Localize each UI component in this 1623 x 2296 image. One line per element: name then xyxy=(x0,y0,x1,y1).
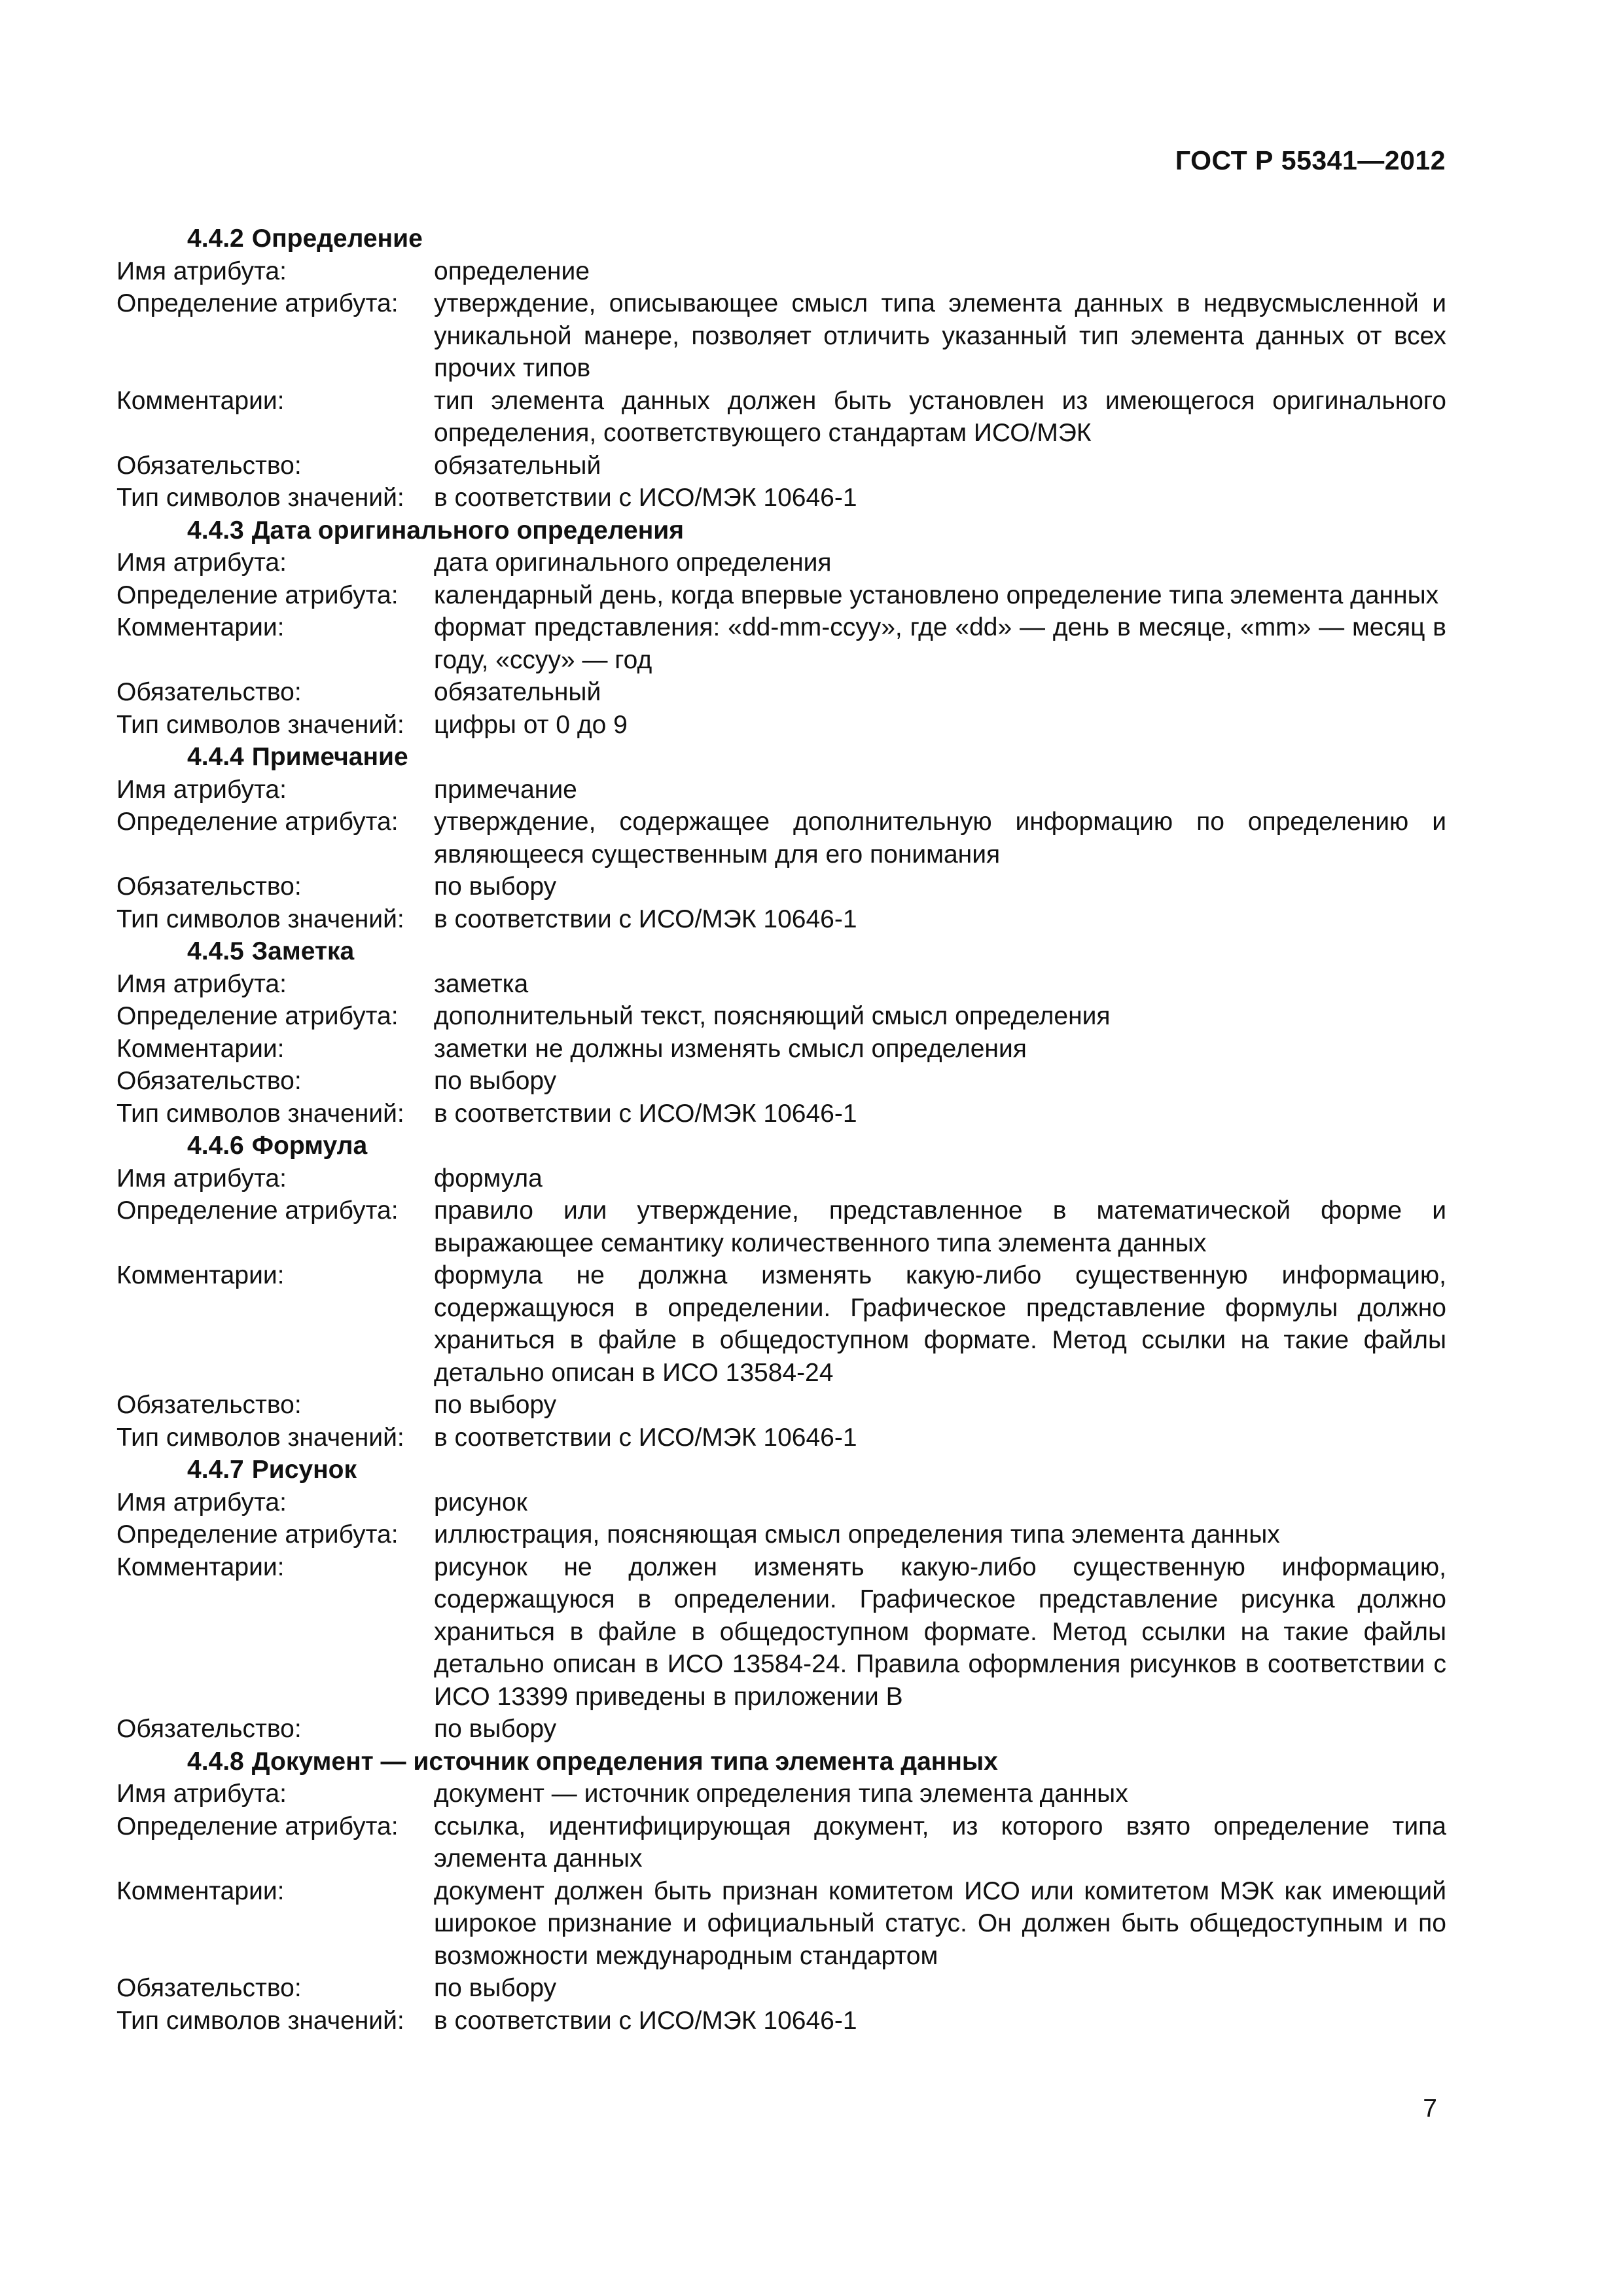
section-title-text: Формула xyxy=(251,1132,368,1160)
attribute-row xyxy=(116,774,1446,806)
attribute-value: формула xyxy=(434,1164,543,1193)
section-title-text: Заметка xyxy=(251,937,355,965)
document-header: ГОСТ Р 55341—2012 xyxy=(1175,145,1446,175)
section-title xyxy=(116,741,1446,774)
attribute-label: Определение атрибута: xyxy=(116,808,399,836)
attribute-value: документ должен быть признан комитетом ИСО или комитетом МЭК как имеющий широкое признание и официальный статус. Он должен быть общедоступным и по возможности международным стандартом xyxy=(434,1876,1446,1970)
attribute-label: Комментарии: xyxy=(116,1261,285,1289)
document-body xyxy=(116,223,1446,2037)
attribute-row xyxy=(116,1000,1446,1033)
attribute-row xyxy=(116,968,1446,1001)
attribute-row xyxy=(116,1551,1446,1713)
attribute-label: Обязательство: xyxy=(116,1715,302,1743)
attribute-value: в соответствии с ИСО/МЭК 10646-1 xyxy=(434,905,857,933)
section-4-4-2 xyxy=(116,223,1446,514)
attribute-label: Комментарии: xyxy=(116,386,285,415)
attribute-value: дополнительный текст, поясняющий смысл определения xyxy=(434,1002,1111,1030)
attribute-row xyxy=(116,579,1446,612)
attribute-label: Обязательство: xyxy=(116,1974,302,2002)
attribute-value: утверждение, содержащее дополнительную информацию по определению и являющееся существенным для его понимания xyxy=(434,808,1446,869)
attribute-value: рисунок не должен изменять какую-либо существенную информацию, содержащуюся в определении. Графическое представление рисунка должно храниться в файле в общедоступном формате. Метод ссылки на такие файлы детально описан в ИСО 13584-24. Правила оформления рисунков в соответствии с ИСО 13399 приведены в приложении В xyxy=(434,1552,1446,1711)
attribute-row xyxy=(116,1065,1446,1098)
attribute-value: по выбору xyxy=(434,1974,557,2002)
attribute-label: Имя атрибута: xyxy=(116,1488,287,1516)
attribute-row xyxy=(116,1713,1446,1746)
attribute-row xyxy=(116,1259,1446,1389)
attribute-label: Тип символов значений: xyxy=(116,2006,404,2035)
attribute-value: в соответствии с ИСО/МЭК 10646-1 xyxy=(434,1423,857,1452)
section-4-4-7 xyxy=(116,1454,1446,1746)
section-title xyxy=(116,223,1446,255)
section-number: 4.4.4 xyxy=(187,743,244,771)
attribute-row xyxy=(116,676,1446,709)
attribute-label: Имя атрибута: xyxy=(116,775,287,804)
attribute-row xyxy=(116,903,1446,936)
attribute-value: по выбору xyxy=(434,1391,557,1419)
section-number: 4.4.3 xyxy=(187,516,244,545)
attribute-value: в соответствии с ИСО/МЭК 10646-1 xyxy=(434,484,857,512)
section-4-4-3 xyxy=(116,514,1446,742)
section-number: 4.4.8 xyxy=(187,1747,244,1776)
attribute-value: определение xyxy=(434,257,590,285)
attribute-label: Тип символов значений: xyxy=(116,1423,404,1452)
attribute-label: Определение атрибута: xyxy=(116,1812,399,1840)
attribute-row xyxy=(116,1389,1446,1422)
attribute-row xyxy=(116,2005,1446,2037)
attribute-label: Тип символов значений: xyxy=(116,710,404,739)
attribute-label: Комментарии: xyxy=(116,1552,285,1581)
attribute-label: Обязательство: xyxy=(116,451,302,480)
attribute-row xyxy=(116,255,1446,288)
attribute-row xyxy=(116,1810,1446,1875)
attribute-row xyxy=(116,1033,1446,1066)
section-number: 4.4.5 xyxy=(187,937,244,965)
section-4-4-4 xyxy=(116,741,1446,935)
attribute-row xyxy=(116,482,1446,514)
attribute-label: Имя атрибута: xyxy=(116,1780,287,1808)
attribute-row xyxy=(116,1778,1446,1810)
section-title-text: Примечание xyxy=(251,743,408,771)
attribute-label: Тип символов значений: xyxy=(116,905,404,933)
attribute-row xyxy=(116,1518,1446,1551)
attribute-value: формула не должна изменять какую-либо существенную информацию, содержащуюся в определении. Графическое представление формулы должно храниться в файле в общедоступном формате. Метод ссылки на такие файлы детально описан в ИСО 13584-24 xyxy=(434,1261,1446,1387)
attribute-value: цифры от 0 до 9 xyxy=(434,710,628,739)
attribute-label: Тип символов значений: xyxy=(116,1099,404,1128)
section-number: 4.4.2 xyxy=(187,224,244,253)
attribute-label: Имя атрибута: xyxy=(116,257,287,285)
section-number: 4.4.7 xyxy=(187,1456,244,1484)
attribute-value: ссылка, идентифицирующая документ, из которого взято определение типа элемента данных xyxy=(434,1812,1446,1873)
attribute-row xyxy=(116,1098,1446,1130)
attribute-row xyxy=(116,1194,1446,1259)
attribute-value: в соответствии с ИСО/МЭК 10646-1 xyxy=(434,1099,857,1128)
section-title xyxy=(116,1454,1446,1486)
attribute-label: Определение атрибута: xyxy=(116,1196,399,1225)
attribute-label: Обязательство: xyxy=(116,1067,302,1095)
attribute-row xyxy=(116,385,1446,450)
attribute-row xyxy=(116,806,1446,870)
section-title-text: Дата оригинального определения xyxy=(251,516,685,545)
section-title xyxy=(116,1746,1446,1778)
section-4-4-5 xyxy=(116,935,1446,1130)
section-title xyxy=(116,1130,1446,1162)
attribute-value: документ — источник определения типа элемента данных xyxy=(434,1780,1128,1808)
attribute-value: правило или утверждение, представленное в математической форме и выражающее семантику количественного типа элемента данных xyxy=(434,1196,1446,1257)
attribute-label: Имя атрибута: xyxy=(116,1164,287,1193)
section-title-text: Рисунок xyxy=(251,1456,357,1484)
attribute-value: по выбору xyxy=(434,872,557,901)
attribute-row xyxy=(116,1162,1446,1195)
attribute-value: тип элемента данных должен быть установлен из имеющегося оригинального определения, соответствующего стандартам ИСО/МЭК xyxy=(434,386,1446,447)
attribute-row xyxy=(116,1972,1446,2005)
attribute-row xyxy=(116,287,1446,385)
attribute-label: Комментарии: xyxy=(116,1034,285,1063)
attribute-value: в соответствии с ИСО/МЭК 10646-1 xyxy=(434,2006,857,2035)
attribute-value: календарный день, когда впервые установлено определение типа элемента данных xyxy=(434,581,1439,609)
attribute-value: по выбору xyxy=(434,1715,557,1743)
attribute-label: Тип символов значений: xyxy=(116,484,404,512)
section-number: 4.4.6 xyxy=(187,1132,244,1160)
attribute-label: Комментарии: xyxy=(116,1876,285,1905)
attribute-label: Определение атрибута: xyxy=(116,1002,399,1030)
attribute-label: Определение атрибута: xyxy=(116,289,399,317)
attribute-row xyxy=(116,709,1446,742)
attribute-value: формат представления: «dd-mm-ccyy», где «dd» — день в месяце, «mm» — месяц в году, «ccyy» — год xyxy=(434,613,1446,674)
attribute-value: обязательный xyxy=(434,678,601,706)
attribute-value: заметки не должны изменять смысл определения xyxy=(434,1034,1027,1063)
attribute-label: Определение атрибута: xyxy=(116,1520,399,1549)
attribute-label: Комментарии: xyxy=(116,613,285,641)
attribute-row xyxy=(116,1875,1446,1973)
attribute-label: Обязательство: xyxy=(116,1391,302,1419)
attribute-row xyxy=(116,870,1446,903)
attribute-value: рисунок xyxy=(434,1488,527,1516)
section-title xyxy=(116,514,1446,547)
section-title xyxy=(116,935,1446,968)
page-number: 7 xyxy=(1423,2094,1437,2123)
attribute-value: обязательный xyxy=(434,451,601,480)
section-4-4-8 xyxy=(116,1746,1446,2037)
section-title-text: Определение xyxy=(251,224,423,253)
attribute-row xyxy=(116,450,1446,482)
attribute-label: Имя атрибута: xyxy=(116,548,287,577)
attribute-row xyxy=(116,611,1446,676)
attribute-value: утверждение, описывающее смысл типа элемента данных в недвусмысленной и уникальной манере, позволяет отличить указанный тип элемента данных от всех прочих типов xyxy=(434,289,1446,382)
attribute-value: заметка xyxy=(434,969,529,998)
attribute-row xyxy=(116,547,1446,579)
attribute-value: дата оригинального определения xyxy=(434,548,832,577)
attribute-value: по выбору xyxy=(434,1067,557,1095)
attribute-value: иллюстрация, поясняющая смысл определения типа элемента данных xyxy=(434,1520,1280,1549)
attribute-label: Обязательство: xyxy=(116,678,302,706)
section-4-4-6 xyxy=(116,1130,1446,1454)
attribute-label: Обязательство: xyxy=(116,872,302,901)
attribute-value: примечание xyxy=(434,775,577,804)
attribute-row xyxy=(116,1486,1446,1519)
attribute-label: Определение атрибута: xyxy=(116,581,399,609)
section-title-text: Документ — источник определения типа элемента данных xyxy=(251,1747,998,1776)
attribute-label: Имя атрибута: xyxy=(116,969,287,998)
attribute-row xyxy=(116,1422,1446,1454)
